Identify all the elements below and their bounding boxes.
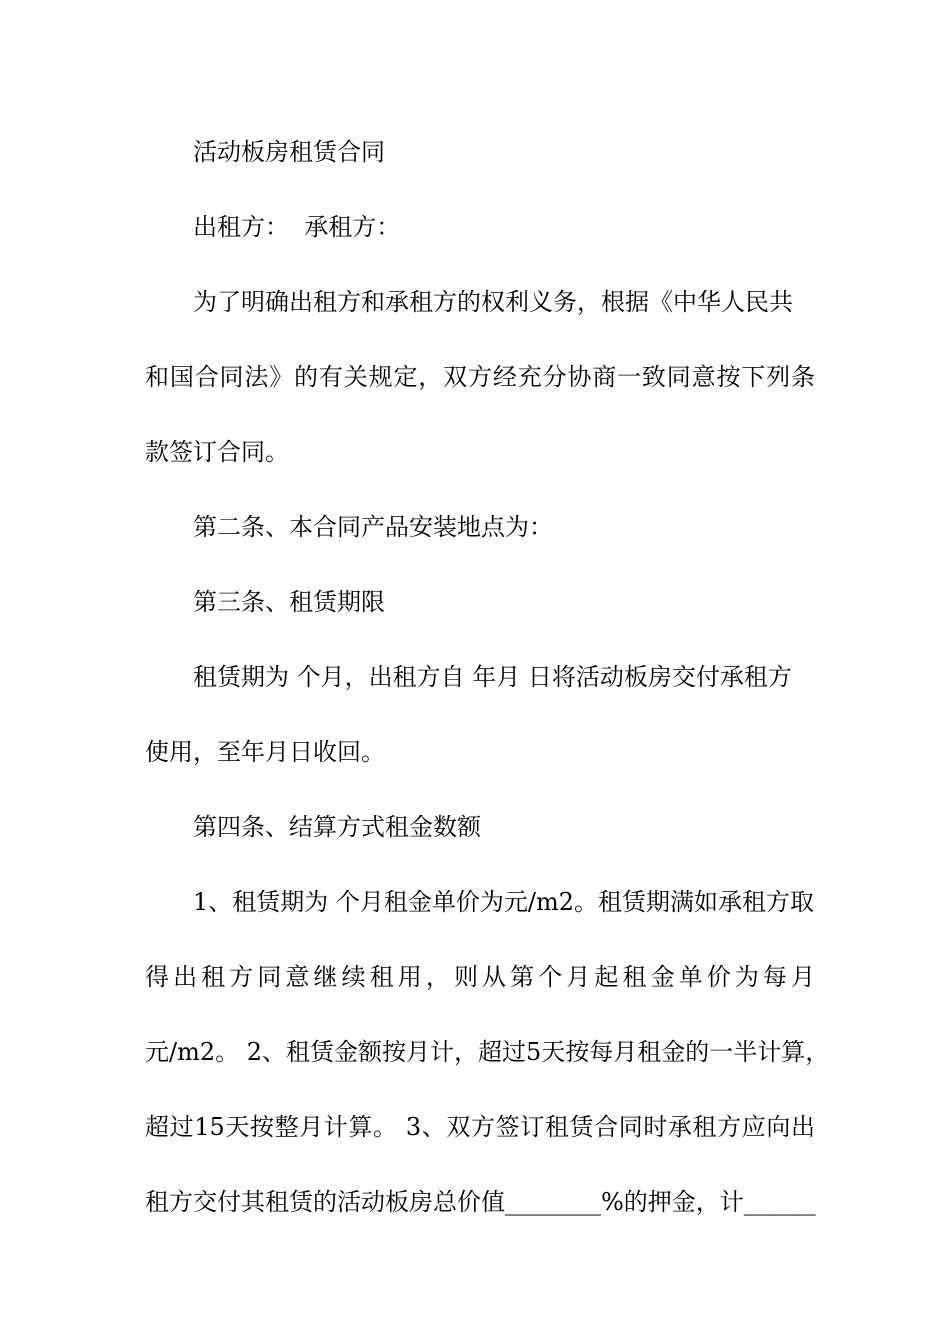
- article-4-body-line-4: 超过15天按整月计算。 3、双方签订租赁合同时承租方应向出: [145, 1113, 815, 1141]
- intro-line-3: 款签订合同。: [145, 438, 289, 466]
- article-2: 第二条、本合同产品安装地点为：: [193, 513, 553, 541]
- article-4-title: 第四条、结算方式租金数额: [193, 813, 481, 841]
- article-4-body-line-3: 元/m2。 2、租赁金额按月计，超过5天按每月租金的一半计算，: [145, 1038, 830, 1066]
- article-4-body-line-1: 1、租赁期为 个月租金单价为元/m2。租赁期满如承租方取: [193, 888, 815, 916]
- parties-line: 出租方： 承租方：: [193, 213, 401, 241]
- article-4-body-line-2: 得出租方同意继续租用，则从第个月起租金单价为每月: [145, 963, 815, 991]
- article-3-body-line-2: 使用，至年月日收回。: [145, 738, 385, 766]
- article-3-title: 第三条、租赁期限: [193, 588, 385, 616]
- intro-line-2: 和国合同法》的有关规定，双方经充分协商一致同意按下列条: [145, 363, 815, 391]
- article-4-body-line-5: 租方交付其租赁的活动板房总价值________%的押金，计______: [145, 1188, 816, 1216]
- document-title: 活动板房租赁合同: [193, 138, 385, 166]
- intro-line-1: 为了明确出租方和承租方的权利义务，根据《中华人民共: [193, 288, 793, 316]
- article-3-body-line-1: 租赁期为 个月，出租方自 年月 日将活动板房交付承租方: [193, 663, 792, 691]
